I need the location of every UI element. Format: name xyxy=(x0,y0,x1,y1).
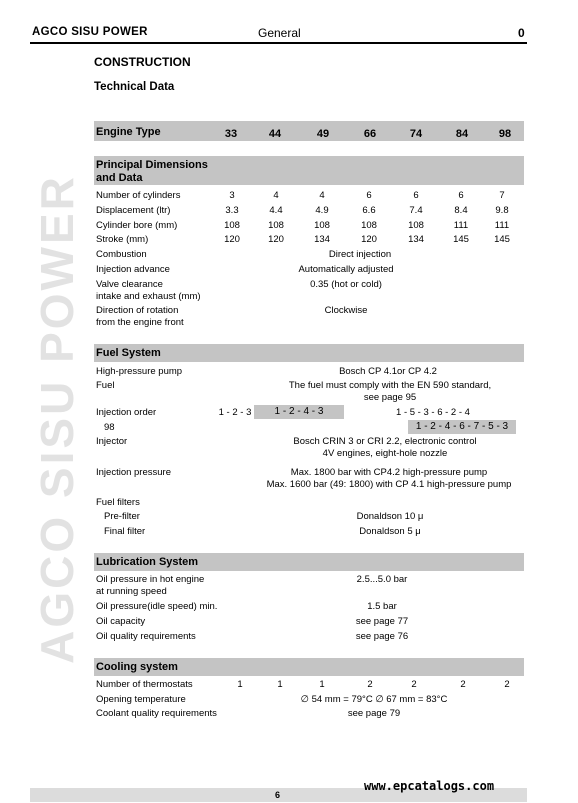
coolant-quality-label: Coolant quality requirements xyxy=(96,708,217,719)
section-name: General xyxy=(258,26,301,40)
stroke-value: 120 xyxy=(268,234,284,245)
engine-model: 84 xyxy=(455,128,469,140)
bore-value: 108 xyxy=(224,220,240,231)
combustion-value: Direct injection xyxy=(328,249,392,260)
stroke-value: 120 xyxy=(224,234,240,245)
page-subtitle: Technical Data xyxy=(94,81,175,93)
section-heading: Cooling system xyxy=(96,661,178,673)
page-title: CONSTRUCTION xyxy=(94,55,191,69)
value-line: Max. 1600 bar (49: 1800) with CP 4.1 high-pressure pump xyxy=(266,479,512,490)
oil-pressure-hot-value: 2.5...5.0 bar xyxy=(356,574,408,585)
engine-model: 49 xyxy=(316,128,330,140)
injection-advance-label: Injection advance xyxy=(96,264,170,275)
injection-order-engine-label: 98 xyxy=(104,422,115,433)
section-heading xyxy=(96,159,208,185)
displacement-value: 6.6 xyxy=(362,205,376,216)
injection-advance-value: Automatically adjusted xyxy=(298,264,394,275)
injector-value xyxy=(290,436,480,460)
header-rule xyxy=(30,42,527,44)
website-watermark: www.epcatalogs.com xyxy=(364,779,495,793)
opening-temperature-value: ∅ 54 mm = 79°C ∅ 67 mm = 83°C xyxy=(300,694,448,705)
injector-label: Injector xyxy=(96,436,128,447)
cylinders-value: 6 xyxy=(366,190,372,201)
principal-dimensions-band xyxy=(94,156,524,185)
engine-model: 66 xyxy=(363,128,377,140)
label-line: Valve clearance xyxy=(96,279,163,290)
stroke-value: 134 xyxy=(408,234,424,245)
thermostats-value: 2 xyxy=(367,679,373,690)
bore-value: 108 xyxy=(408,220,424,231)
valve-clearance-label xyxy=(96,279,201,303)
displacement-label: Displacement (ltr) xyxy=(96,205,171,216)
bore-label: Cylinder bore (mm) xyxy=(96,220,178,231)
displacement-value: 3.3 xyxy=(225,205,239,216)
injection-order-7cyl: 1 - 2 - 4 - 6 - 7 - 5 - 3 xyxy=(408,420,516,434)
stroke-value: 145 xyxy=(453,234,469,245)
opening-temperature-label: Opening temperature xyxy=(96,694,186,705)
bore-value: 108 xyxy=(361,220,377,231)
cylinders-label: Number of cylinders xyxy=(96,190,181,201)
engine-type-band xyxy=(94,121,524,141)
cylinders-value: 4 xyxy=(273,190,279,201)
rotation-value: Clockwise xyxy=(324,305,368,316)
displacement-value: 8.4 xyxy=(454,205,468,216)
oil-pressure-idle-label: Oil pressure(idle speed) min. xyxy=(96,601,218,612)
final-filter-value: Donaldson 5 μ xyxy=(359,526,421,537)
cylinders-value: 3 xyxy=(229,190,235,201)
thermostats-value: 2 xyxy=(460,679,466,690)
bore-value: 108 xyxy=(314,220,330,231)
cooling-system-band xyxy=(94,658,524,676)
coolant-quality-value: see page 79 xyxy=(347,708,401,719)
cylinders-value: 6 xyxy=(458,190,464,201)
lubrication-system-band xyxy=(94,553,524,571)
label-line: intake and exhaust (mm) xyxy=(96,291,201,302)
oil-pressure-hot-label xyxy=(96,574,204,598)
heading-line: Principal Dimensions xyxy=(96,159,208,171)
injection-pressure-label: Injection pressure xyxy=(96,467,171,478)
hp-pump-value: Bosch CP 4.1or CP 4.2 xyxy=(339,366,437,377)
bore-value: 111 xyxy=(453,220,469,231)
label-line: Direction of rotation xyxy=(96,305,179,316)
injection-order-6cyl: 1 - 5 - 3 - 6 - 2 - 4 xyxy=(396,407,470,418)
fuel-value xyxy=(280,380,500,404)
fuel-label: Fuel xyxy=(96,380,115,391)
chapter-number: 0 xyxy=(518,26,525,40)
value-line: see page 95 xyxy=(363,392,417,403)
watermark-text: AGCO SISU POWER xyxy=(31,174,83,664)
oil-quality-value: see page 76 xyxy=(355,631,409,642)
thermostats-value: 1 xyxy=(319,679,325,690)
fuel-system-band xyxy=(94,344,524,362)
injection-pressure-value xyxy=(258,467,520,491)
engine-model: 74 xyxy=(409,128,423,140)
cylinders-value: 6 xyxy=(413,190,419,201)
heading-line: and Data xyxy=(96,172,143,184)
brand-name: AGCO SISU POWER xyxy=(32,26,148,38)
thermostats-value: 2 xyxy=(504,679,510,690)
thermostats-label: Number of thermostats xyxy=(96,679,193,690)
injection-order-label: Injection order xyxy=(96,407,157,418)
label-line: at running speed xyxy=(96,586,167,597)
page-number: 6 xyxy=(275,790,281,800)
pre-filter-label: Pre-filter xyxy=(104,511,140,522)
label-line: from the engine front xyxy=(96,317,184,328)
engine-type-label: Engine Type xyxy=(96,126,161,138)
value-line: 4V engines, eight-hole nozzle xyxy=(322,448,448,459)
pre-filter-value: Donaldson 10 μ xyxy=(356,511,424,522)
combustion-label: Combustion xyxy=(96,249,147,260)
hp-pump-label: High-pressure pump xyxy=(96,366,183,377)
cylinders-value: 4 xyxy=(319,190,325,201)
value-line: Bosch CRIN 3 or CRI 2.2, electronic control xyxy=(293,436,477,447)
displacement-value: 7.4 xyxy=(409,205,423,216)
oil-capacity-value: see page 77 xyxy=(355,616,409,627)
stroke-value: 134 xyxy=(314,234,330,245)
stroke-value: 145 xyxy=(494,234,510,245)
stroke-label: Stroke (mm) xyxy=(96,234,149,245)
oil-quality-label: Oil quality requirements xyxy=(96,631,196,642)
engine-model: 33 xyxy=(224,128,238,140)
injection-order-4cyl: 1 - 2 - 4 - 3 xyxy=(254,405,344,419)
stroke-value: 120 xyxy=(361,234,377,245)
thermostats-value: 1 xyxy=(277,679,283,690)
thermostats-value: 2 xyxy=(411,679,417,690)
displacement-value: 9.8 xyxy=(495,205,509,216)
displacement-value: 4.4 xyxy=(269,205,283,216)
section-heading: Fuel System xyxy=(96,347,161,359)
bore-value: 111 xyxy=(494,220,510,231)
cylinders-value: 7 xyxy=(499,190,505,201)
rotation-label xyxy=(96,305,184,329)
value-line: The fuel must comply with the EN 590 standard, xyxy=(288,380,492,391)
bore-value: 108 xyxy=(268,220,284,231)
oil-capacity-label: Oil capacity xyxy=(96,616,146,627)
value-line: Max. 1800 bar with CP4.2 high-pressure pump xyxy=(290,467,488,478)
section-heading: Lubrication System xyxy=(96,556,199,568)
injection-order-3cyl: 1 - 2 - 3 xyxy=(218,407,252,418)
displacement-value: 4.9 xyxy=(315,205,329,216)
fuel-filters-label: Fuel filters xyxy=(96,497,140,508)
engine-model: 44 xyxy=(268,128,282,140)
oil-pressure-idle-value: 1.5 bar xyxy=(367,601,397,612)
thermostats-value: 1 xyxy=(237,679,243,690)
valve-clearance-value: 0.35 (hot or cold) xyxy=(310,279,382,290)
engine-model: 98 xyxy=(498,128,512,140)
label-line: Oil pressure in hot engine xyxy=(96,574,205,585)
final-filter-label: Final filter xyxy=(104,526,146,537)
watermark xyxy=(31,102,83,736)
